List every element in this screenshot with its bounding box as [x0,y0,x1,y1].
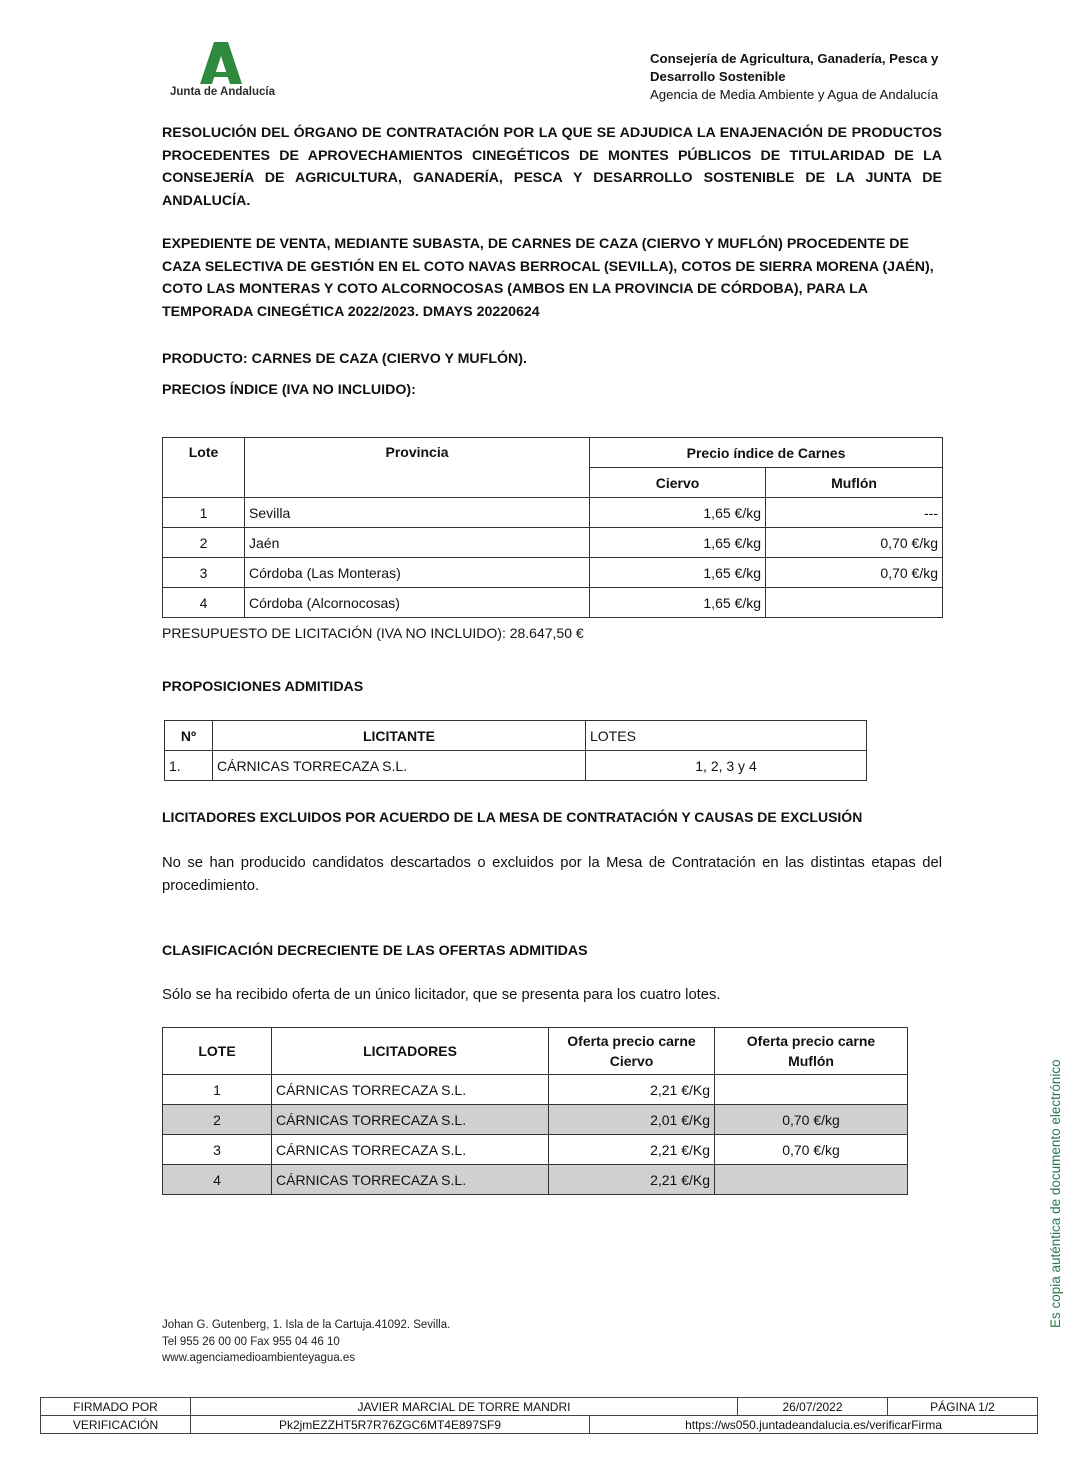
table-row [163,528,943,558]
verificacion-url[interactable]: https://ws050.juntadeandalucia.es/verificarFirma [590,1416,1038,1434]
verificacion-code: Pk2jmEZZHT5R7R76ZGC6MT4E897SF9 [191,1416,590,1434]
cell-lote: 2 [163,1105,272,1135]
clasificacion-text: Sólo se ha recibido oferta de un único licitador, que se presenta para los cuatro lotes. [162,987,721,1003]
cell-ciervo: 1,65 €/kg [590,588,766,618]
table-row [163,588,943,618]
cell-ciervo: 1,65 €/kg [590,558,766,588]
col-oferta-ciervo-line2: Ciervo [609,1053,654,1069]
table-row [163,1105,908,1135]
col-n: Nº [165,721,213,751]
col-lotes: LOTES [586,721,867,751]
cell-provincia: Jaén [245,528,590,558]
cell-lote: 1 [163,1075,272,1105]
cell-lote: 4 [163,588,245,618]
logo-text: Junta de Andalucía [170,86,276,98]
cell-muflon [715,1165,908,1195]
signature-date: 26/07/2022 [738,1398,888,1416]
resolution-title: RESOLUCIÓN DEL ÓRGANO DE CONTRATACIÓN POR LA QUE SE ADJUDICA LA ENAJENACIÓN DE PRODUCTOS PROCEDENTES DE APROVECHAMIENTOS CINEGÉTICOS DE MONTES PÚBLICOS DE TITULARIDAD DE LA CONSEJERÍA DE AGRICULTURA, GANADERÍA, PESCA Y DESARROLLO SOSTENIBLE DE LA JUNTA DE ANDALUCÍA. [162,125,942,209]
cell-muflon: 0,70 €/kg [715,1105,908,1135]
cell-provincia: Sevilla [245,498,590,528]
table-row [163,1165,908,1195]
table-row [163,1135,908,1165]
address-line: Johan G. Gutenberg, 1. Isla de la Cartuja.41092. Sevilla. [162,1319,451,1331]
cell-muflon: 0,70 €/kg [766,528,943,558]
dept-line-1: Consejería de Agricultura, Ganadería, Pesca y [650,51,939,66]
phone-line: Tel 955 26 00 00 Fax 955 04 46 10 [162,1335,340,1348]
footer-address [162,1317,450,1367]
cell-licitador: CÁRNICAS TORRECAZA S.L. [272,1135,549,1165]
col-lote: Lote [163,438,245,498]
cell-ciervo: 2,21 €/Kg [549,1135,715,1165]
ofertas-table [162,1027,908,1195]
cell-licitador: CÁRNICAS TORRECAZA S.L. [272,1165,549,1195]
dept-line-2: Desarrollo Sostenible [650,69,786,84]
cell-lote: 4 [163,1165,272,1195]
cell-licitador: CÁRNICAS TORRECAZA S.L. [272,1075,549,1105]
cell-lote: 1 [163,498,245,528]
col-oferta-muflon [715,1028,908,1075]
excluidos-heading: LICITADORES EXCLUIDOS POR ACUERDO DE LA MESA DE CONTRATACIÓN Y CAUSAS DE EXCLUSIÓN [162,809,863,825]
cell-licitante: CÁRNICAS TORRECAZA S.L. [213,751,586,781]
col-provincia: Provincia [245,438,590,498]
col-oferta-ciervo [549,1028,715,1075]
col-licitadores: LICITADORES [272,1028,549,1075]
cell-muflon: 0,70 €/kg [766,558,943,588]
col-muflon: Muflón [766,468,943,498]
table-row [165,751,867,781]
excluidos-text: No se han producido candidatos descartados o excluidos por la Mesa de Contratación en las distintas etapas del procedimiento. [162,855,942,894]
cell-ciervo: 1,65 €/kg [590,498,766,528]
col-lote: LOTE [163,1028,272,1075]
cell-provincia: Córdoba (Alcornocosas) [245,588,590,618]
cell-ciervo: 1,65 €/kg [590,528,766,558]
verificacion-label: VERIFICACIÓN [41,1416,191,1434]
col-oferta-muflon-line1: Oferta precio carne [746,1033,876,1049]
presupuesto-text: PRESUPUESTO DE LICITACIÓN (IVA NO INCLUIDO): 28.647,50 € [162,625,584,641]
cell-lotes: 1, 2, 3 y 4 [586,751,867,781]
agency-name: Agencia de Media Ambiente y Agua de Andalucía [650,87,939,102]
cell-lote: 3 [163,558,245,588]
col-licitante: LICITANTE [213,721,586,751]
page-number: PÁGINA 1/2 [888,1398,1038,1416]
firmado-label: FIRMADO POR [41,1398,191,1416]
cell-licitador: CÁRNICAS TORRECAZA S.L. [272,1105,549,1135]
cell-lote: 2 [163,528,245,558]
expediente-text: EXPEDIENTE DE VENTA, MEDIANTE SUBASTA, DE CARNES DE CAZA (CIERVO Y MUFLÓN) PROCEDENTE DE CAZA SELECTIVA DE GESTIÓN EN EL COTO NAVAS BERROCAL (SEVILLA), COTOS DE SIERRA MORENA (JAÉN), COTO LAS MONTERAS Y COTO ALCORNOCOSAS (AMBOS EN LA PROVINCIA DE CÓRDOBA), PARA LA TEMPORADA CINEGÉTICA 2022/2023. DMAYS 20220624 [162,236,934,320]
table-row [163,498,943,528]
col-ciervo: Ciervo [590,468,766,498]
precios-heading: PRECIOS ÍNDICE (IVA NO INCLUIDO): [162,382,416,398]
cell-muflon [766,588,943,618]
cell-muflon: --- [766,498,943,528]
precios-table [162,437,943,618]
col-oferta-muflon-line2: Muflón [788,1053,834,1069]
cell-lote: 3 [163,1135,272,1165]
cell-ciervo: 2,21 €/Kg [549,1165,715,1195]
firmado-value: JAVIER MARCIAL DE TORRE MANDRI [191,1398,738,1416]
table-row [163,558,943,588]
table-row [163,1075,908,1105]
cell-ciervo: 2,21 €/Kg [549,1075,715,1105]
department-header [650,50,938,104]
proposiciones-table [164,720,867,781]
clasificacion-heading: CLASIFICACIÓN DECRECIENTE DE LAS OFERTAS ADMITIDAS [162,943,588,959]
cell-muflon: 0,70 €/kg [715,1135,908,1165]
cell-provincia: Córdoba (Las Monteras) [245,558,590,588]
cell-n: 1. [165,751,213,781]
cell-muflon [715,1075,908,1105]
cell-ciervo: 2,01 €/Kg [549,1105,715,1135]
col-precio: Precio índice de Carnes [590,438,943,468]
col-oferta-ciervo-line1: Oferta precio carne [567,1033,696,1049]
authentic-copy-side-text: Es copia auténtica de documento electrónico [1048,1059,1063,1328]
proposiciones-heading: PROPOSICIONES ADMITIDAS [162,679,364,695]
producto-text: PRODUCTO: CARNES DE CAZA (CIERVO Y MUFLÓN). [162,351,527,367]
signature-table [40,1397,1038,1434]
web-link[interactable]: www.agenciamedioambienteyagua.es [162,1352,356,1364]
